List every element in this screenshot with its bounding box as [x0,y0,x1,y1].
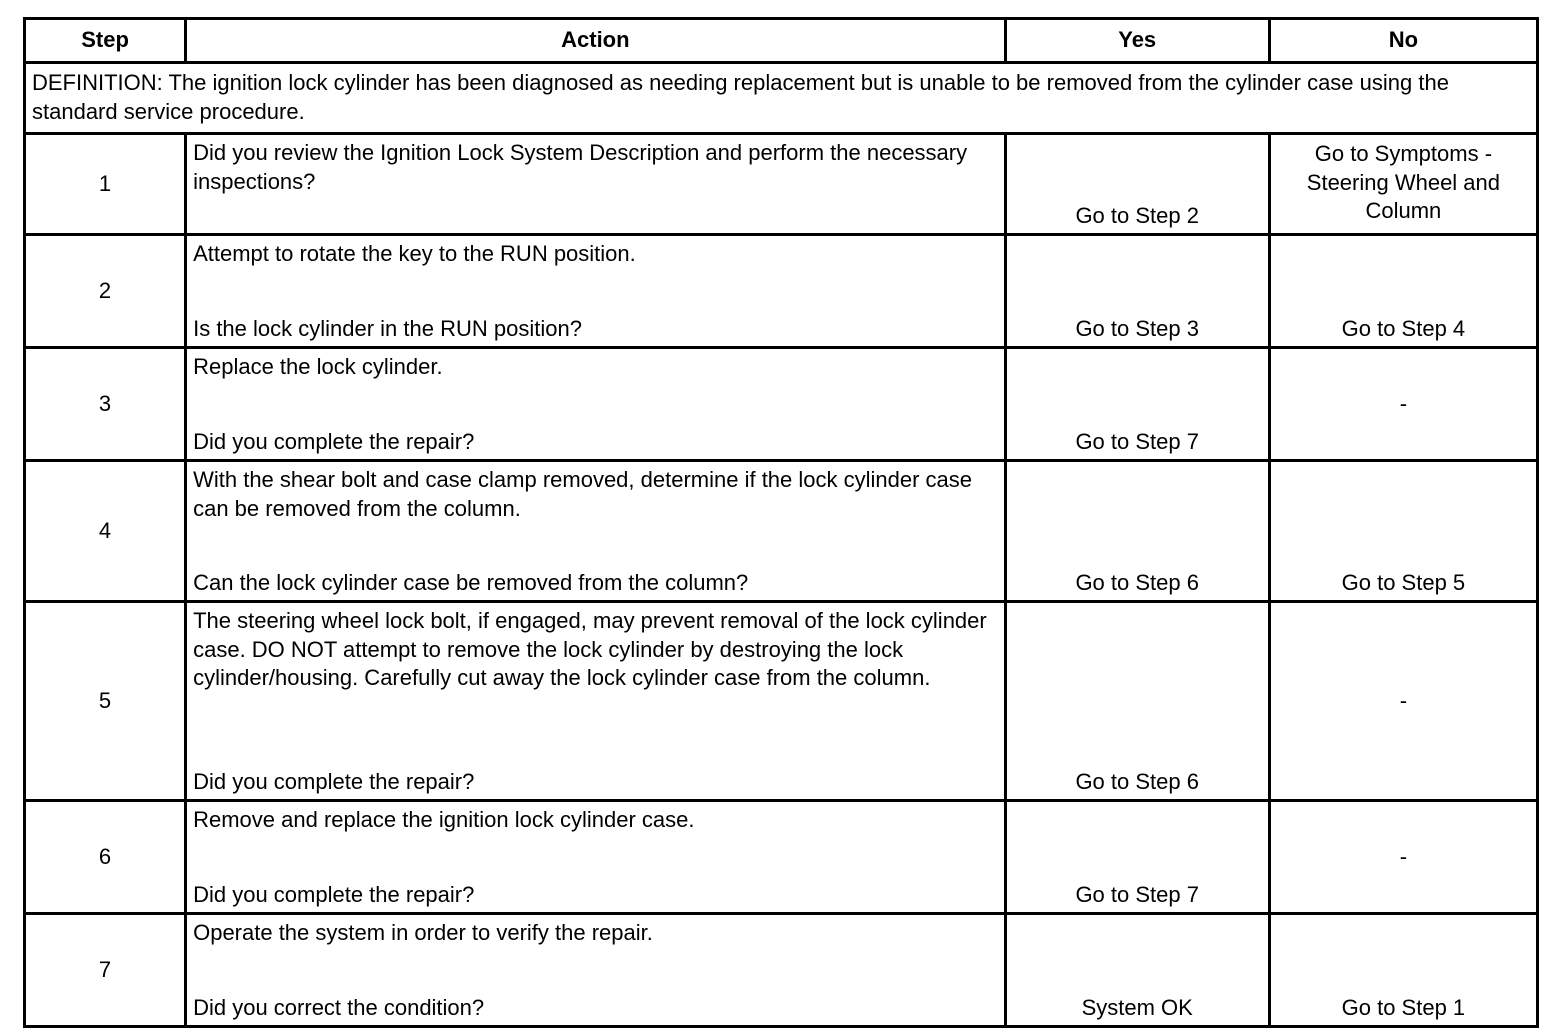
action-text: Did you review the Ignition Lock System Description and perform the necessary inspections? [193,140,968,194]
action-text: Attempt to rotate the key to the RUN position. [193,241,636,266]
step-number: 4 [25,461,186,602]
action-text: With the shear bolt and case clamp removed, determine if the lock cylinder case can be removed from the column. [193,467,973,521]
yes-result: Go to Step 6 [1005,602,1269,801]
table-row [25,602,1538,801]
header-yes: Yes [1005,19,1269,63]
yes-result: Go to Step 6 [1005,461,1269,602]
action-question: Did you complete the repair? [193,881,475,907]
action-question: Did you complete the repair? [193,768,475,794]
step-number: 3 [25,348,186,461]
no-result: Go to Symptoms - Steering Wheel and Column [1269,134,1537,235]
table-row [25,461,1538,602]
table-row [25,235,1538,348]
header-action: Action [186,19,1006,63]
action-cell [186,348,1006,461]
action-cell [186,134,1006,235]
action-text: Operate the system in order to verify the repair. [193,920,653,945]
table-row [25,914,1538,1027]
step-number: 2 [25,235,186,348]
yes-result: Go to Step 3 [1005,235,1269,348]
step-number: 6 [25,801,186,914]
action-question: Is the lock cylinder in the RUN position? [193,315,582,341]
no-result: - [1269,602,1537,801]
diagnostic-table [23,17,1539,1028]
no-result: Go to Step 4 [1269,235,1537,348]
step-number: 5 [25,602,186,801]
action-question: Did you complete the repair? [193,428,475,454]
action-cell [186,801,1006,914]
action-cell [186,914,1006,1027]
table-row [25,134,1538,235]
yes-result: Go to Step 7 [1005,348,1269,461]
action-question: Can the lock cylinder case be removed from the column? [193,569,749,595]
no-result: Go to Step 5 [1269,461,1537,602]
action-cell [186,235,1006,348]
table-row [25,801,1538,914]
action-question: Did you correct the condition? [193,994,485,1020]
header-step: Step [25,19,186,63]
definition-text: DEFINITION: The ignition lock cylinder has been diagnosed as needing replacement but is unable to be removed from the cylinder case using the standard service procedure. [25,63,1538,134]
header-row [25,19,1538,63]
action-cell [186,461,1006,602]
action-cell [186,602,1006,801]
yes-result: System OK [1005,914,1269,1027]
table-row [25,348,1538,461]
no-result: - [1269,348,1537,461]
action-text: Remove and replace the ignition lock cylinder case. [193,807,695,832]
action-text: Replace the lock cylinder. [193,354,443,379]
step-number: 7 [25,914,186,1027]
definition-row [25,63,1538,134]
no-result: - [1269,801,1537,914]
header-no: No [1269,19,1537,63]
yes-result: Go to Step 2 [1005,134,1269,235]
yes-result: Go to Step 7 [1005,801,1269,914]
no-result: Go to Step 1 [1269,914,1537,1027]
step-number: 1 [25,134,186,235]
action-text: The steering wheel lock bolt, if engaged, may prevent removal of the lock cylinder case. DO NOT attempt to remove the lock cylinder by destroying the lock cylinder/housing. Carefully cut away the lock cylinder case from the column. [193,608,987,690]
